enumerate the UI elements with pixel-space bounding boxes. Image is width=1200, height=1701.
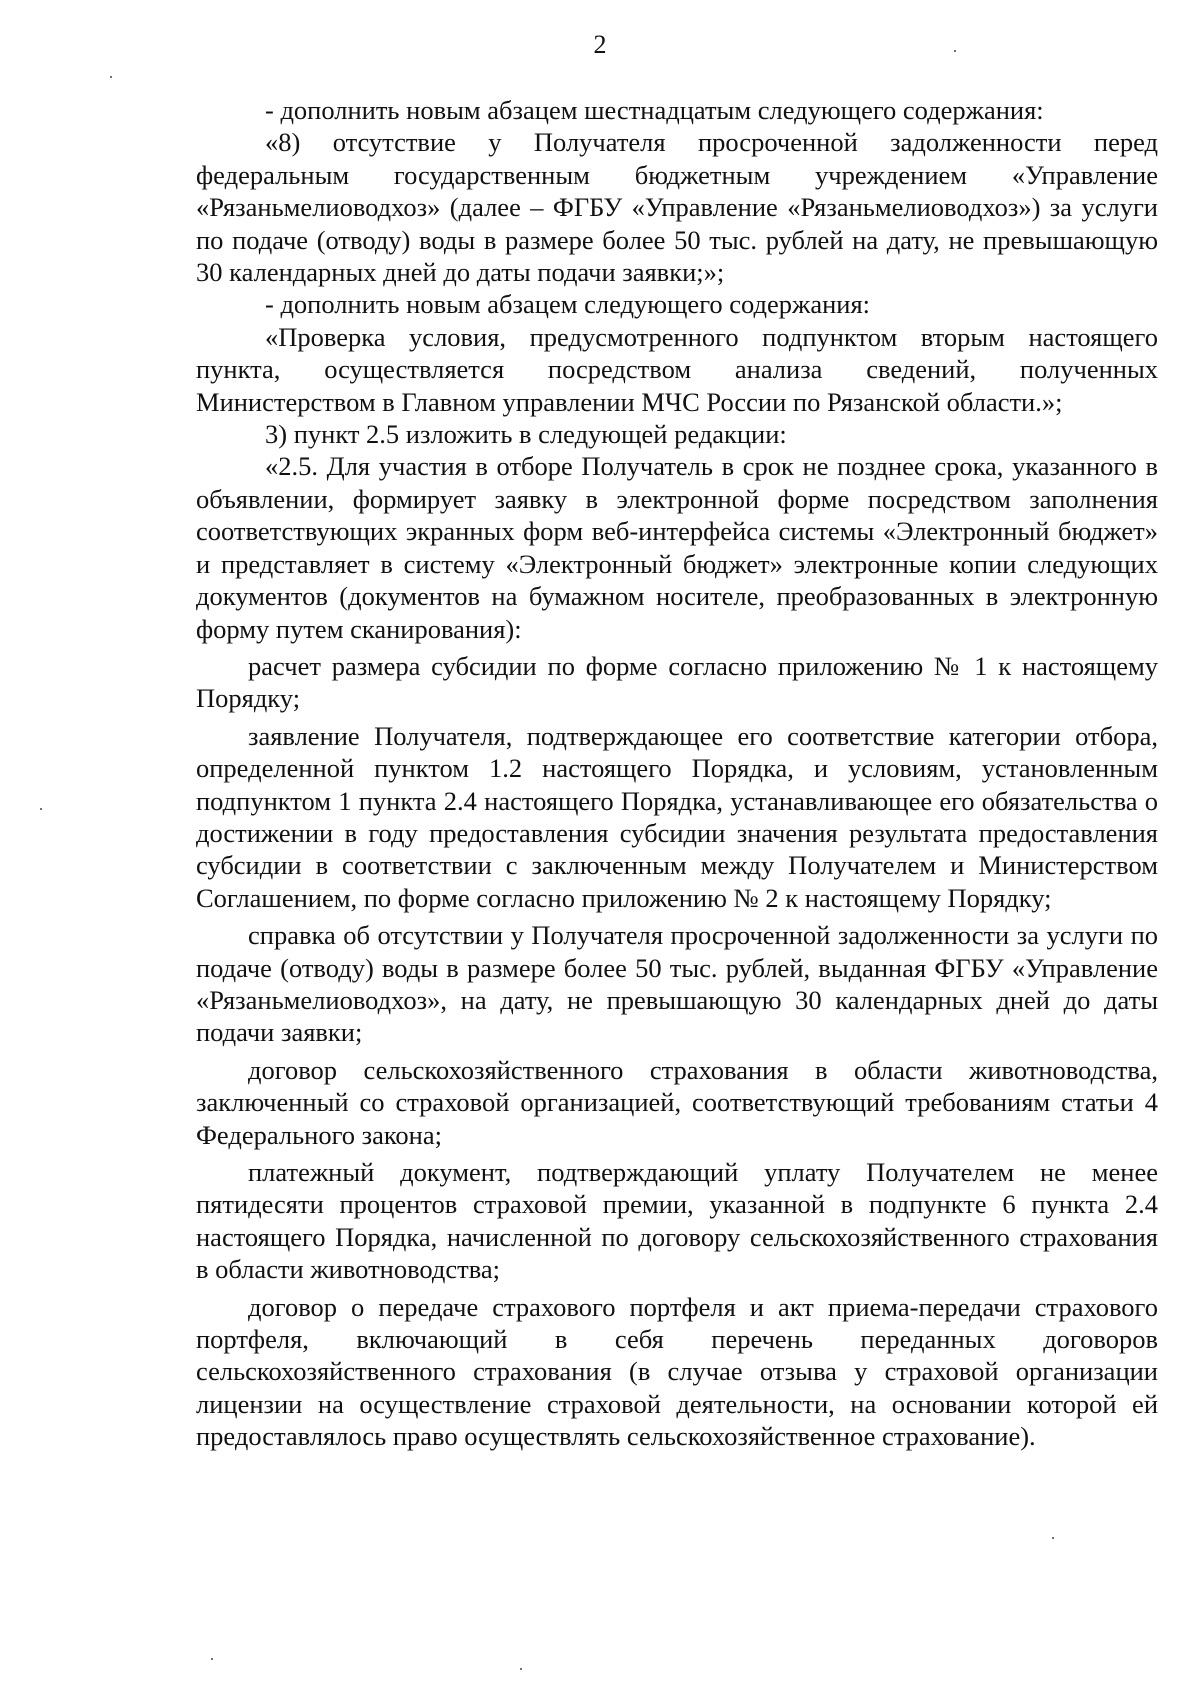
paragraph-verification: «Проверка условия, предусмотренного подпунктом вторым настоящего пункта, осуществляется посредством анализа сведений, полученных Министерством в Главном управлении МЧС России по Рязанской области.»; — [196, 321, 1158, 417]
list-item-debt-certificate: справка об отсутствии у Получателя просроченной задолженности за услуги по подаче (отводу) воды в размере более 50 тыс. рублей, выданная ФГБУ «Управление «Рязаньмелиоводхоз», на дату, не превышающую 30 календарных дней до даты подачи заявки; — [196, 920, 1158, 1048]
scan-speck — [110, 76, 112, 78]
scan-speck — [40, 808, 42, 810]
paragraph-add-new: - дополнить новым абзацем следующего содержания: — [265, 289, 871, 320]
scan-speck — [211, 1658, 213, 1660]
list-item-portfolio-transfer: договор о передаче страхового портфеля и акт приема-передачи страхового портфеля, включающий в себя перечень переданных договоров сельскохозяйственного страхования (в случае отзыва у страховой организации лицензии на осуществление страховой деятельности, на основании которой ей предоставлялось право осуществлять сельскохозяйственное страхование). — [196, 1291, 1158, 1452]
document-body — [196, 94, 1158, 1453]
scan-speck — [1052, 1537, 1054, 1539]
paragraph-point-3: 3) пункт 2.5 изложить в следующей редакции: — [265, 419, 787, 450]
list-item-application: заявление Получателя, подтверждающее его соответствие категории отбора, определенной пунктом 1.2 настоящего Порядка, и условиям, установленным подпунктом 1 пункта 2.4 настоящего Порядка, устанавливающее его обязательства о достижении в году предоставления субсидии значения результата предоставления субсидии в соответствии с заключенным между Получателем и Министерством Соглашением, по форме согласно приложению № 2 к настоящему Порядку; — [196, 720, 1158, 913]
list-item-insurance-contract: договор сельскохозяйственного страхования в области животноводства, заключенный со страховой организацией, соответствующий требованиям статьи 4 Федерального закона; — [196, 1054, 1158, 1150]
paragraph-2-5: «2.5. Для участия в отборе Получатель в срок не позднее срока, указанного в объявлении, формирует заявку в электронной форме посредством заполнения соответствующих экранных форм веб-интерфейса системы «Электронный бюджет» и представляет в систему «Электронный бюджет» электронные копии следующих документов (документов на бумажном носителе, преобразованных в электронную форму путем сканирования): — [196, 451, 1158, 644]
list-item-subsidy-calculation: расчет размера субсидии по форме согласно приложению № 1 к настоящему Порядку; — [196, 650, 1158, 714]
paragraph-add-sixteenth: - дополнить новым абзацем шестнадцатым следующего содержания: — [265, 95, 1044, 125]
page-number: 2 — [593, 30, 607, 59]
paragraph-item-8: «8) отсутствие у Получателя просроченной задолженности перед федеральным государственным бюджетным учреждением «Управление «Рязаньмелиоводхоз» (далее – ФГБУ «Управление «Рязаньмелиоводхоз») за услуги по подаче (отводу) воды в размере более 50 тыс. рублей на дату, не превышающую 30 календарных дней до даты подачи заявки;»; — [196, 127, 1158, 288]
scan-speck — [954, 50, 956, 52]
list-item-payment-document: платежный документ, подтверждающий уплату Получателем не менее пятидесяти процентов страховой премии, указанной в подпункте 6 пункта 2.4 настоящего Порядка, начисленной по договору сельскохозяйственного страхования в области животноводства; — [196, 1157, 1158, 1285]
scan-speck — [520, 1668, 522, 1670]
